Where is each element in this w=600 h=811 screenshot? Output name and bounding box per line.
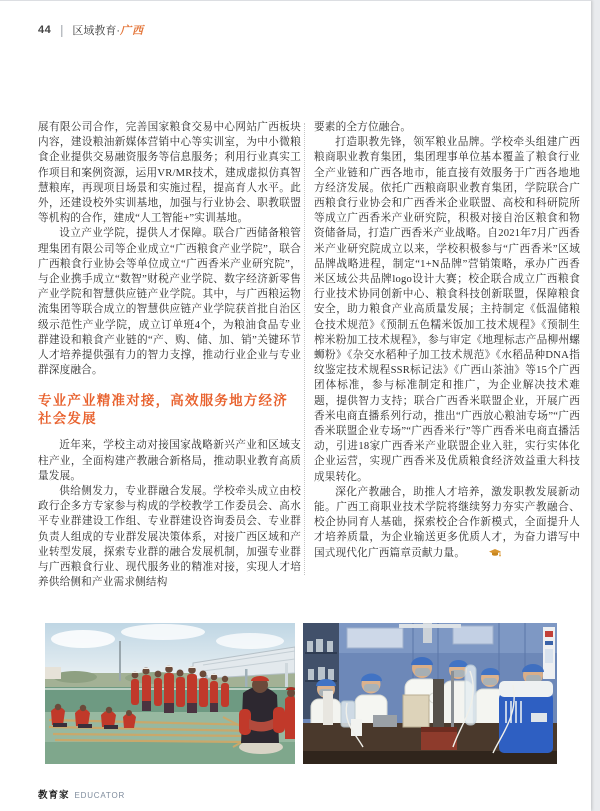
paragraph-deepen: 深化产教融合，助推人才培养，激发职教发展新动能。广西工商职业技术学院将继续努力夯实产教融合、校企协同育人基础，探索校企合作新模式，全面提升人才培养质量，为企业输送更多优质人才，为奋力谱写中国式现代化广西篇章贡献力量。	[314, 485, 580, 563]
paragraph-vanguard: 打造职教先锋，领军粮业品牌。学校牵头组建广西粮商职业教育集团，集团理事单位基本覆盖了粮食行业全产业链和广西各地市，能直接有效服务于广西各地地方经济发展。依托广西粮商职业教育集团，学院联合广西粮食行业协会和广西香米企业联盟、高校和科研院所等成立广西香米产业研究院，积极对接自治区粮食和物资储备局，打造广西香米产业战略。自2021年7月广西香米产业研究院成立以来，学校积极参与“广西香米”区域品牌战略进程，制定“1+N品牌”营销策略，承办广西香米区域公共品牌logo设计大赛；校企联合成立广西粮食行业技术协同创新中心、粮食科技创新联盟，保障粮食安全，助力粮食产业高质量发展；主持制定《低温储粮仓技术规范》《预制五色糯米饭加工技术规程》《预制生榨米粉加工技术规程》，参与审定《地理标志产品柳州螺蛳粉》《杂交水稻种子加工技术规范》《水稻品种DNA指纹鉴定技术规程SSR标记法》《广西山茶油》等15个广西团体标准，参与标准制定和推广，为企业解决技术难题，提供智力支持；联合广西香米联盟企业，开展广西香米电商直播系列行动，推出“广西放心粮油专场”“广西香米联盟企业专场”“广西香米行”等广西香米电商直播活动，引进18家广西香米产业联盟企业入驻，实行实体化企业运营，实现广西香米及优质粮食经济效益重大科技成果转化。	[314, 137, 580, 483]
page-number: 44	[38, 24, 52, 36]
paragraph-supply-side: 供给侧发力，专业群融合发展。学校牵头成立由校政行企多方专家参与构成的学校教学工作委员会、高水平专业群建设工作组、专业群建设咨询委员会、专业群负责人组成的专业群发展决策体系，对接广西区域和产业转型发展，探索专业群的融合发展机制，加强专业群与广西粮食行业、现代服务业的精准对接，实现人才培养供给侧和产业需求侧结构	[38, 486, 301, 589]
paragraph-continued: 要素的全方位融合。	[314, 122, 412, 133]
page-header	[38, 22, 144, 38]
photo-bamboo-pole-dance	[45, 623, 295, 764]
bamboo-dance-illustration	[45, 623, 295, 764]
section-heading: 专业产业精准对接，高效服务地方经济社会发展	[38, 393, 288, 427]
section-label: 区域教育·广西	[72, 25, 145, 37]
column-divider	[304, 123, 305, 575]
section-region: 广西	[120, 25, 145, 37]
brand-name-cn: 教育家	[38, 790, 70, 801]
blue-analyzer-machine	[499, 681, 553, 753]
header-divider: |	[60, 22, 64, 38]
magazine-footer	[38, 787, 125, 801]
paragraph-industry-college: 设立产业学院，提供人才保障。联合广西储备粮管理集团有限公司等企业成立“广西粮食产业学院”，联合广西粮食行业协会等单位成立“广西香米产业研究院”，与企业携手成立“数智”财税产业学院、数字经济新零售产业学院和智慧供应链产业学院。其中，与广西粮运物流集团等联合成立的智慧供应链产业学院获首批自治区级示范性产业学院，成立订单班4个，为粮油食品专业群建设和粮食产业链的“产、购、储、加、销”关键环节人才培养提供强有力的智力支撑，推动行业企业与专业群深度融合。	[38, 228, 301, 377]
paragraph-recent-years: 近年来，学校主动对接国家战略新兴产业和区域支柱产业，全面构建产教融合新格局，推动职业教育高质量发展。	[38, 440, 301, 482]
lab-illustration	[303, 623, 557, 764]
brand-name-en: EDUCATOR	[74, 791, 126, 800]
left-text-column	[38, 120, 301, 590]
right-text-column	[314, 120, 580, 563]
photo-lab-training	[303, 623, 557, 764]
paragraph-continued: 展有限公司合作，完善国家粮食交易中心网站广西板块内容，建设粮油新媒体营销中心等实训室，为中小微粮食企业提供交易融资服务等信息服务；利用行业真实工作项目和案例资源，运用VR/MR技术，建成虚拟仿真智慧粮库，再现项目场景和实施过程，提高育人水平。此外，还建设校外实训基地，加强与行业协会、职教联盟等机构的合作，建成“人工智能+”实训基地。	[38, 122, 301, 225]
graduation-cap-icon	[468, 548, 501, 563]
